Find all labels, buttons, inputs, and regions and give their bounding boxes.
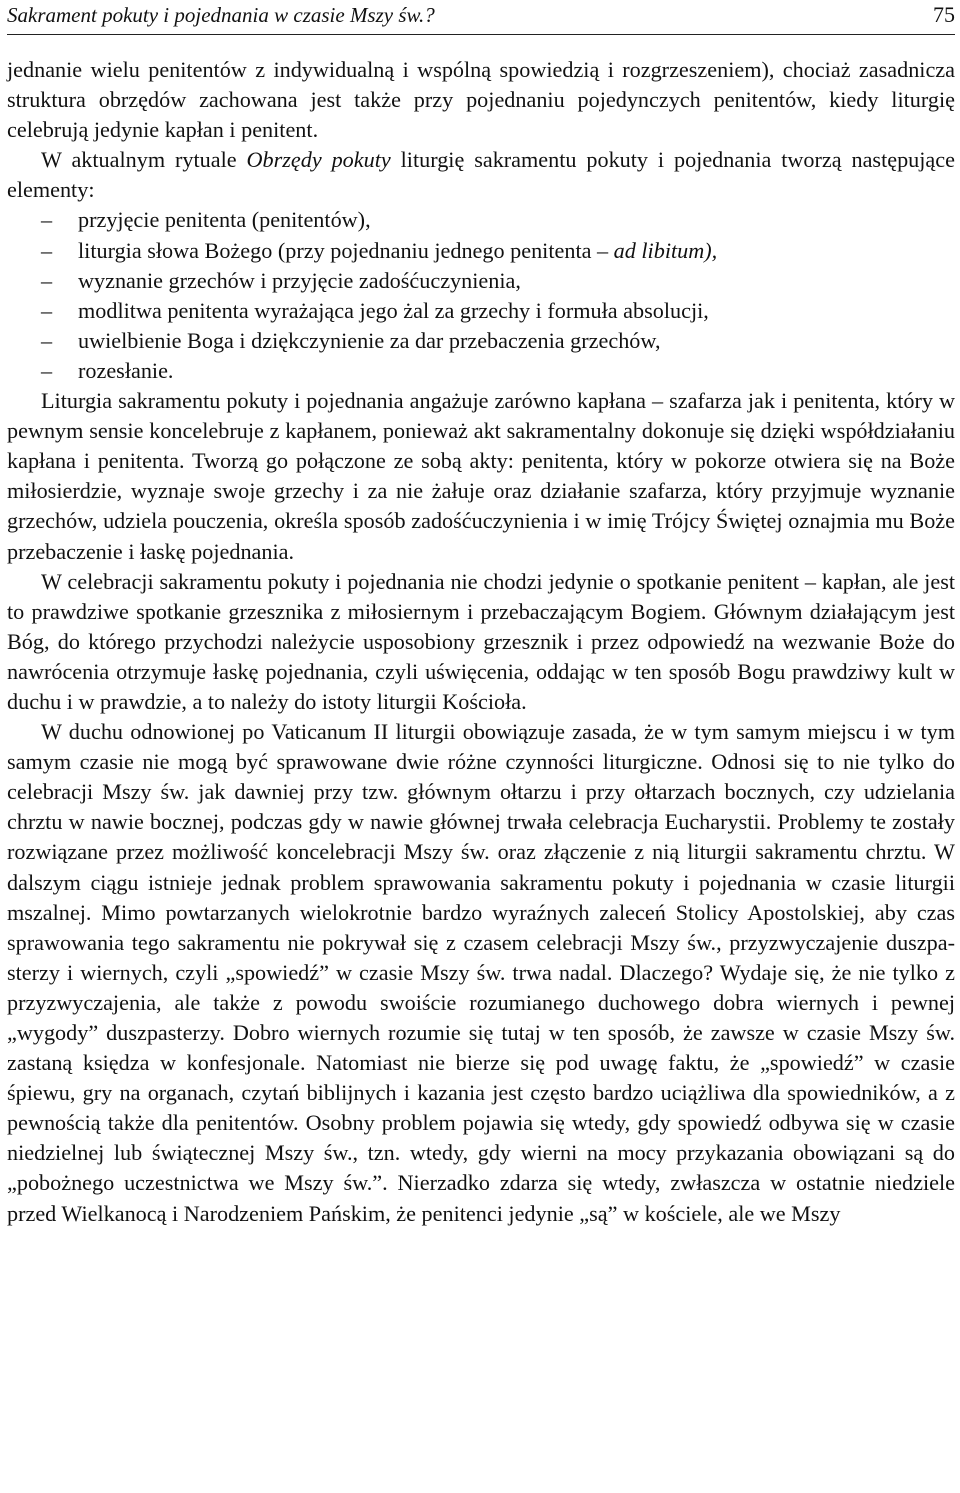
rite-title: Obrzędy pokuty	[246, 147, 391, 173]
running-header	[7, 0, 955, 35]
paragraph-continuation: jednanie wielu penitentów z indywidualną i wspólną spowiedzią i rozgrzeszeniem), chociaż zasadnicza struktura obrzędów zachowana jest także przy pojednaniu pojedynczych penitentów, kiedy liturgię celebrują jedynie kapłan i penitent.	[7, 57, 955, 143]
rite-elements-list	[7, 205, 955, 386]
list-dash: –	[41, 237, 53, 263]
list-dash: –	[41, 297, 53, 323]
list-item-text: wyznanie grzechów i przyjęcie zadośćuczynienia,	[78, 267, 521, 293]
list-item	[7, 236, 955, 266]
list-dash: –	[41, 327, 53, 353]
list-item	[7, 296, 955, 326]
list-dash: –	[41, 267, 53, 293]
list-item-text: liturgia słowa Bożego (przy pojednaniu jednego penitenta –	[78, 237, 614, 263]
paragraph-liturgy: Liturgia sakramentu pokuty i pojednania angażuje zarówno kapłana – szafarza jak i penitenta, który w pewnym sensie koncelebruje z kapłanem, ponieważ akt sakramentalny dokonuje się dzięki współdziałaniu kapłana i penitenta. Tworzą go połączone ze sobą akty: penitenta, który w pokorze otwiera się na Boże miłosierdzie, wyznaje swoje grzechy i za nie żałuje oraz działanie szafarza, który przyjmuje wyznanie grzechów, udziela pouczenia, określa sposób zadośćuczynienia i w imię Trójcy Świętej oznajmia mu Boże przebaczenie i łaskę pojednania.	[7, 388, 955, 564]
list-dash: –	[41, 207, 53, 233]
list-item	[7, 326, 955, 356]
body-text	[7, 55, 955, 1229]
paragraph-celebration: W celebracji sakramentu pokuty i pojednania nie chodzi jedynie o spotkanie penitent – kapłan, ale jest to prawdziwe spotkanie grzesznika z miłosiernym i przebaczającym Bogiem. Głównym działającym jest Bóg, do którego przychodzi należycie usposobiony grzesznik i przez odpowiedź na wezwanie Boże do nawrócenia otrzymuje łaskę pojednania, czyli uświęcenia, oddając w ten sposób Bogu prawdziwy kult w duchu i w prawdzie, a to należy do istoty liturgii Kościoła.	[7, 568, 955, 714]
list-item-italic: ad libitum),	[613, 237, 718, 263]
list-item	[7, 356, 955, 386]
rite-intro-lead: W aktualnym rytuale	[41, 147, 247, 173]
running-title: Sakrament pokuty i pojednania w czasie Mszy św.?	[7, 3, 435, 27]
paragraph-rite-intro	[7, 145, 955, 205]
list-item-text: rozesłanie.	[78, 357, 174, 383]
list-item-text: przyjęcie penitenta (penitentów),	[78, 207, 371, 233]
list-dash: –	[41, 357, 53, 383]
document-page	[7, 0, 955, 1229]
list-item	[7, 266, 955, 296]
paragraph-vaticanum: W duchu odnowionej po Vaticanum II liturgii obowiązuje zasada, że w tym samym miejscu i w tym samym czasie nie mogą być sprawowane dwie różne czynności liturgiczne. Odnosi się to nie tylko do celebracji Mszy św. jak dawniej przy tzw. głównym ołtarzu i przy ołtarzach bocznych, czy udzielania chrztu w nawie bocznej, podczas gdy w nawie głównej trwała celebracja Eucharystii. Problemy te zostały rozwiązane przez możliwość koncelebracji Mszy św. oraz złączenie z nią liturgii sakramentu chrztu. W dalszym ciągu istnieje jednak problem sprawowania sakramentu pokuty i pojednania w czasie liturgii mszalnej. Mimo powtarzanych wielokrotnie bardzo wyraźnych zaleceń Stolicy Apostolskiej, aby czas sprawowania tego sakramentu nie pokrywał się z czasem celebracji Mszy św., przyzwyczajenie duszpasterzy i wiernych, czyli „spowiedź” w czasie Mszy św. trwa nadal. Dlaczego? Wydaje się, że nie tylko z przyzwyczajenia, ale także z powodu swoiście rozumianego duchowego dobra wiernych i pewnej „wygody” duszpasterzy. Dobro wiernych rozumie się tutaj w ten sposób, że zawsze w czasie Mszy św. zastaną księdza w konfesjonale. Natomiast nie bierze się pod uwagę faktu, że „spowiedź” w czasie śpiewu, gry na organach, czytań biblijnych i kazania jest często bardzo uciążliwa dla spowiedników, a z pewnością także dla penitentów. Osobny problem pojawia się wtedy, gdy spowiedź odbywa się w czasie niedzielnej lub świątecznej Mszy św., tzn. wtedy, gdy wierni na mocy przykazania obowiązani są do „pobożnego uczestnictwa we Mszy św.”. Nierzadko zdarza się wtedy, zwłaszcza w ostatnie niedziele przed Wielkanocą i Narodzeniem Pańskim, że penitenci jedynie „są” w kościele, ale we Mszy	[7, 719, 955, 1226]
list-item-text: uwielbienie Boga i dziękczynienie za dar przebaczenia grzechów,	[78, 327, 661, 353]
list-item-text: modlitwa penitenta wyrażająca jego żal za grzechy i formuła absolucji,	[78, 297, 709, 323]
rite-intro-tail: liturgię sakramentu pokuty i pojednania tworzą następujące elementy:	[7, 147, 955, 203]
list-item	[7, 205, 955, 235]
page-number: 75	[933, 2, 955, 27]
